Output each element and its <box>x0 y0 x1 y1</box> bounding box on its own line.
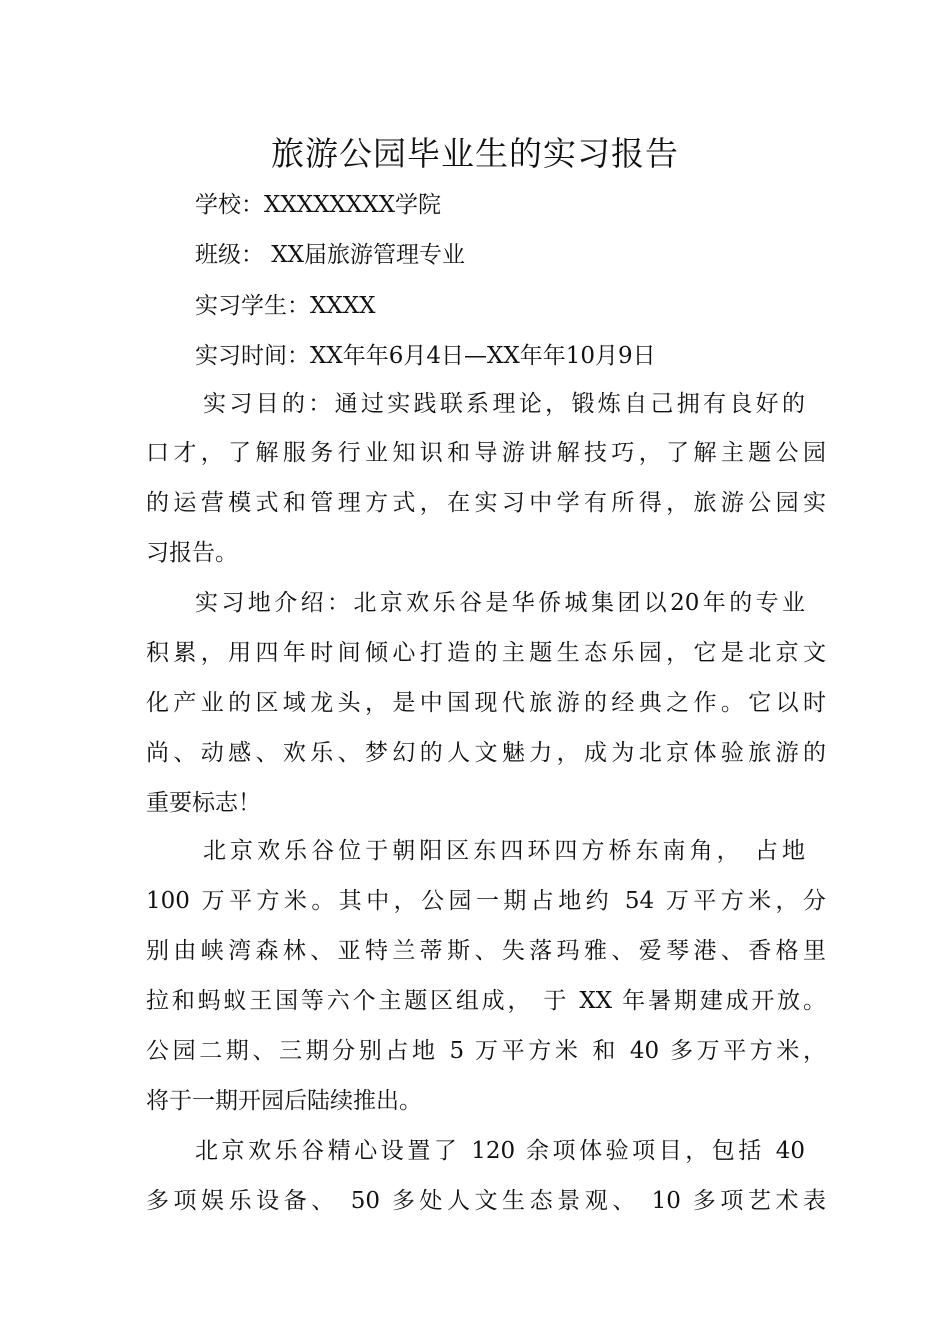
meta-class: 班级： XX届旅游管理专业 <box>195 242 466 268</box>
paragraph-line: 多项娱乐设备、 50 多处人文生态景观、 10 多项艺术表 <box>146 1188 826 1214</box>
paragraph-line: 化产业的区域龙头，是中国现代旅游的经典之作。它以时 <box>146 690 826 716</box>
paragraph-line: 北京欢乐谷位于朝阳区东四环四方桥东南角， 占地 <box>203 838 805 864</box>
paragraph-line: 实习地介绍：北京欢乐谷是华侨城集团以20年的专业 <box>195 590 805 616</box>
paragraph-line: 100 万平方米。其中，公园一期占地约 54 万平方米，分 <box>146 888 826 914</box>
paragraph-line: 习报告。 <box>146 540 238 566</box>
paragraph-line: 公园二期、三期分别占地 5 万平方米 和 40 多万平方米， <box>146 1038 826 1064</box>
paragraph-line: 积累，用四年时间倾心打造的主题生态乐园，它是北京文 <box>146 640 826 666</box>
meta-student: 实习学生：XXXX <box>195 293 376 319</box>
paragraph-line: 尚、动感、欢乐、梦幻的人文魅力，成为北京体验旅游的 <box>146 740 826 766</box>
paragraph-line: 实习目的：通过实践联系理论，锻炼自己拥有良好的 <box>203 391 805 417</box>
meta-school: 学校：XXXXXXXX学院 <box>195 192 441 218</box>
document-title: 旅游公园毕业生的实习报告 <box>271 134 679 173</box>
paragraph-line: 拉和蚂蚁王国等六个主题区组成， 于 XX 年暑期建成开放。 <box>146 988 826 1014</box>
paragraph-line: 别由峡湾森林、亚特兰蒂斯、失落玛雅、爱琴港、香格里 <box>146 938 826 964</box>
paragraph-line: 将于一期开园后陆续推出。 <box>146 1088 422 1114</box>
paragraph-line: 的运营模式和管理方式，在实习中学有所得，旅游公园实 <box>146 490 826 516</box>
meta-time: 实习时间：XX年年6月4日—XX年年10月9日 <box>195 343 656 369</box>
paragraph-line: 重要标志！ <box>146 790 261 816</box>
paragraph-line: 北京欢乐谷精心设置了 120 余项体验项目，包括 40 <box>195 1138 805 1164</box>
paragraph-line: 口才，了解服务行业知识和导游讲解技巧，了解主题公园 <box>146 440 826 466</box>
